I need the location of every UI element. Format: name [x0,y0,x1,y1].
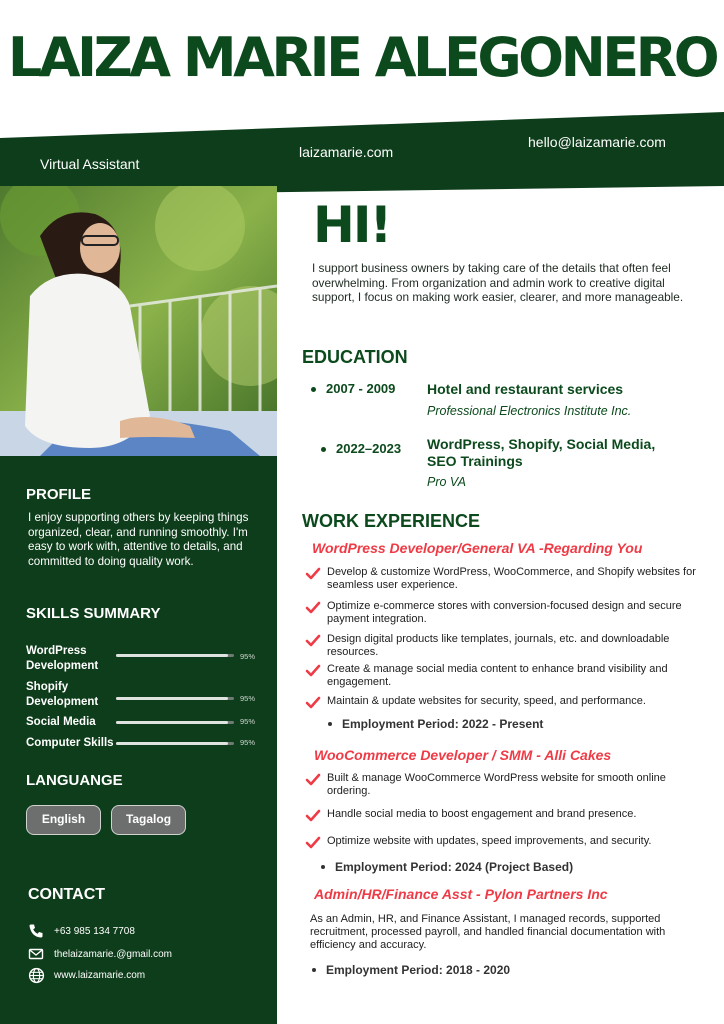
bullet [312,968,316,972]
job-role: Virtual Assistant [40,156,140,172]
task-text: Optimize e-commerce stores with conversion-focused design and secure payment integration. [327,600,682,625]
skill-name: WordPress Development [26,645,99,672]
employment-period-text: Employment Period: 2022 - Present [342,717,544,731]
check-icon [305,634,321,648]
employment-period [321,860,621,876]
education-title: WordPress, Shopify, Social Media, SEO Trainings [427,436,656,469]
profile-text: I enjoy supporting others by keeping things organized, clear, and running smoothly. I'm easy to work with, attentive to details, and committed to doing quality work. [28,511,249,568]
work-heading: WORK EXPERIENCE [302,511,481,531]
header-website[interactable]: laizamarie.com [299,144,394,160]
header-email[interactable]: hello@laizamarie.com [528,134,666,150]
job-title: WordPress Developer/General VA -Regarding You [312,540,643,556]
task-text: Maintain & update websites for security, speed, and performance. [327,695,646,707]
skill-bar-fill [116,742,228,745]
skill-percent: 95% [240,717,256,726]
check-icon [305,773,321,787]
skill-row [26,680,266,714]
task-item [305,663,705,689]
skill-bar [116,721,234,724]
task-text: Design digital products like templates, journals, etc. and downloadable resources. [327,633,670,658]
task-text: Optimize website with updates, speed improvements, and security. [327,835,652,847]
task-item [305,835,705,849]
employment-period [312,963,612,979]
skill-percent: 95% [240,652,256,661]
task-text: Handle social media to boost engagement and brand presence. [327,808,637,820]
mail-icon [28,946,44,962]
education-school: Pro VA [427,475,466,489]
contact-website-text: www.laizamarie.com [54,970,146,981]
skill-bar-fill [116,654,228,657]
contact-phone[interactable] [28,923,258,941]
intro-text: I support business owners by taking care of the details that often feel overwhelming. From organization and admin work to creative digital support, I focus on making work easier, clearer, and more manageable. [312,261,684,305]
check-icon [305,567,321,581]
contact-email-text: thelaizamarie.@gmail.com [54,949,172,960]
bullet [321,447,326,452]
task-text: Built & manage WooCommerce WordPress website for smooth online ordering. [327,772,666,797]
bullet [328,722,332,726]
skills-heading: SKILLS SUMMARY [26,605,161,622]
contact-phone-text: +63 985 134 7708 [54,926,135,937]
skill-name: Social Media [26,716,96,728]
education-years: 2007 - 2009 [326,381,396,396]
education-school: Professional Electronics Institute Inc. [427,404,632,418]
bullet [321,865,325,869]
skill-row [26,736,266,770]
task-item [305,772,705,798]
skill-bar [116,742,234,745]
skill-name: Computer Skills [26,737,114,749]
skill-bar [116,654,234,657]
profile-heading: PROFILE [26,486,92,503]
skill-bar [116,697,234,700]
task-item [305,566,705,592]
profile-photo [0,186,277,456]
task-text: Develop & customize WordPress, WooCommerce, and Shopify websites for seamless user experience. [327,566,696,591]
task-item [305,600,705,626]
skill-name: Shopify Development [26,681,99,708]
language-heading: LANGUANGE [26,772,123,789]
education-heading: EDUCATION [302,347,408,367]
task-item [305,633,705,659]
skill-percent: 95% [240,694,256,703]
phone-icon [28,923,44,939]
job-description: As an Admin, HR, and Finance Assistant, I managed records, supported recruitment, processed payroll, and handled financial documentation with efficiency and accuracy. [310,913,666,951]
employment-period [328,717,628,733]
employment-period-text: Employment Period: 2024 (Project Based) [335,860,574,874]
resume-name: LAIZA MARIE ALEGONERO [7,26,717,89]
check-icon [305,836,321,850]
education-years: 2022–2023 [336,441,402,456]
bullet [311,387,316,392]
skill-bar-fill [116,697,228,700]
employment-period-text: Employment Period: 2018 - 2020 [326,963,511,977]
education-title: Hotel and restaurant services [427,381,624,397]
skill-row [26,644,266,678]
task-text: Create & manage social media content to enhance brand visibility and engagement. [327,663,668,688]
check-icon [305,696,321,710]
task-item [305,808,705,822]
language-english[interactable]: English [26,805,101,835]
job-title: Admin/HR/Finance Asst - Pylon Partners Inc [314,886,608,902]
skill-percent: 95% [240,738,256,747]
globe-icon [28,967,45,984]
skill-bar-fill [116,721,228,724]
check-icon [305,809,321,823]
job-title: WooCommerce Developer / SMM - Alli Cakes [314,747,612,763]
contact-website[interactable] [28,967,258,985]
check-icon [305,601,321,615]
check-icon [305,664,321,678]
contact-heading: CONTACT [28,886,106,903]
task-item [305,695,705,709]
language-tagalog[interactable]: Tagalog [111,805,186,835]
greeting: HI! [313,196,391,254]
contact-email[interactable] [28,946,258,964]
